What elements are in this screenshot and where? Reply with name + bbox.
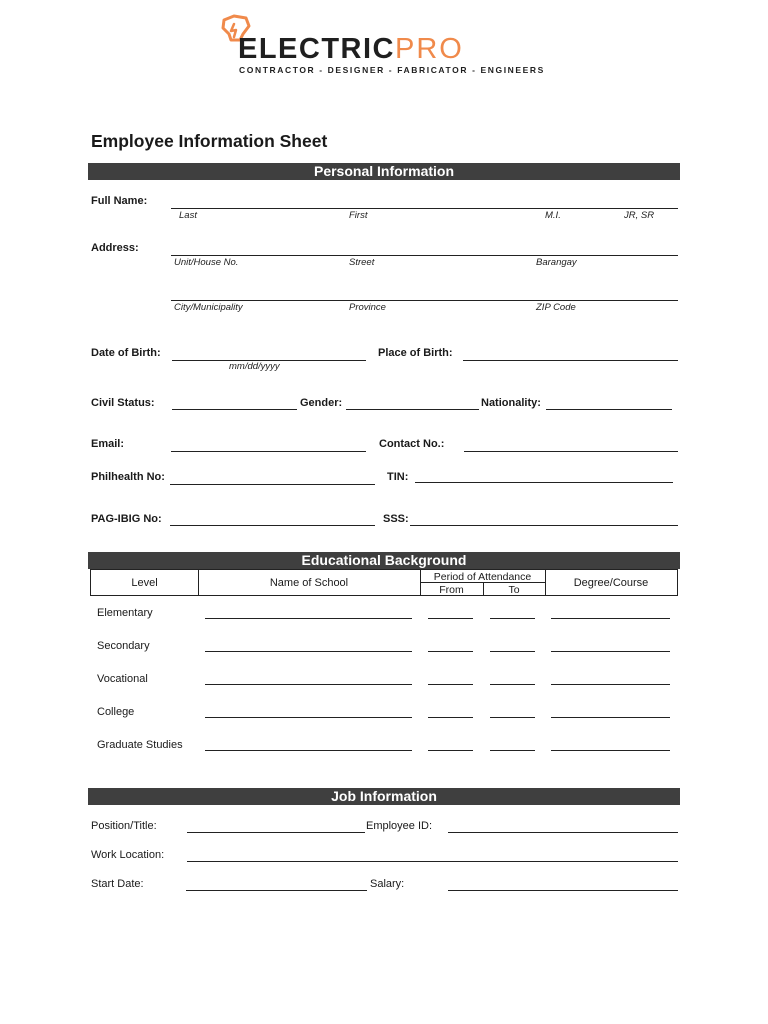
company-logo — [214, 12, 606, 75]
nationality-field[interactable] — [546, 409, 672, 410]
start-date-field[interactable] — [186, 890, 367, 891]
contact-label: Contact No.: — [379, 438, 445, 450]
dob-hint: mm/dd/yyyy — [229, 361, 280, 372]
edu-school-field[interactable] — [205, 651, 412, 652]
name-part-first: First — [349, 210, 368, 221]
edu-from-field[interactable] — [428, 717, 473, 718]
address-line-1-field[interactable] — [171, 255, 678, 256]
edu-degree-field[interactable] — [551, 651, 670, 652]
pagibig-field[interactable] — [170, 525, 375, 526]
pob-label: Place of Birth: — [378, 347, 453, 359]
edu-level-secondary: Secondary — [97, 640, 150, 652]
section-header-job: Job Information — [88, 788, 680, 805]
gender-field[interactable] — [346, 409, 479, 410]
sss-label: SSS: — [383, 513, 409, 525]
section-header-education: Educational Background — [88, 552, 680, 569]
position-field[interactable] — [187, 832, 365, 833]
logo-tagline: CONTRACTOR - DESIGNER - FABRICATOR - ENGINEERS — [239, 65, 545, 75]
edu-degree-field[interactable] — [551, 618, 670, 619]
name-part-last: Last — [179, 210, 197, 221]
email-label: Email: — [91, 438, 125, 450]
section-header-personal: Personal Information — [88, 163, 680, 180]
salary-label: Salary: — [370, 878, 405, 890]
edu-from-field[interactable] — [428, 684, 473, 685]
name-part-mi: M.I. — [545, 210, 561, 221]
edu-school-field[interactable] — [205, 618, 412, 619]
edu-school-field[interactable] — [205, 684, 412, 685]
address-city-hint: City/Municipality — [174, 302, 243, 313]
address-province-hint: Province — [349, 302, 386, 313]
edu-degree-field[interactable] — [551, 750, 670, 751]
address-street-hint: Street — [349, 257, 375, 268]
employee-id-field[interactable] — [448, 832, 678, 833]
header-level: Level — [131, 576, 158, 589]
edu-to-field[interactable] — [490, 651, 535, 652]
philhealth-label: Philhealth No: — [91, 471, 165, 483]
edu-from-field[interactable] — [428, 651, 473, 652]
work-location-label: Work Location: — [91, 849, 165, 861]
dob-label: Date of Birth: — [91, 347, 161, 359]
edu-level-college: College — [97, 706, 135, 718]
logo-wordmark: ELECTRICPRO — [238, 33, 464, 65]
edu-school-field[interactable] — [205, 750, 412, 751]
edu-level-elementary: Elementary — [97, 607, 153, 619]
edu-to-field[interactable] — [490, 750, 535, 751]
edu-to-field[interactable] — [490, 717, 535, 718]
edu-level-graduate: Graduate Studies — [97, 739, 183, 751]
philhealth-field[interactable] — [170, 484, 375, 485]
nationality-label: Nationality: — [481, 397, 541, 409]
header-period: Period of Attendance — [433, 570, 532, 583]
start-date-label: Start Date: — [91, 878, 144, 890]
edu-school-field[interactable] — [205, 717, 412, 718]
address-label: Address: — [91, 242, 139, 254]
edu-to-field[interactable] — [490, 684, 535, 685]
edu-from-field[interactable] — [428, 618, 473, 619]
edu-degree-field[interactable] — [551, 684, 670, 685]
employee-id-label: Employee ID: — [366, 820, 433, 832]
tin-label: TIN: — [387, 471, 409, 483]
salary-field[interactable] — [448, 890, 678, 891]
position-label: Position/Title: — [91, 820, 157, 832]
header-to: To — [508, 583, 520, 596]
civil-status-field[interactable] — [172, 409, 297, 410]
edu-to-field[interactable] — [490, 618, 535, 619]
header-school: Name of School — [269, 576, 349, 589]
work-location-field[interactable] — [187, 861, 678, 862]
full-name-label: Full Name: — [91, 195, 148, 207]
address-barangay-hint: Barangay — [536, 257, 577, 268]
edu-from-field[interactable] — [428, 750, 473, 751]
name-part-suffix: JR, SR — [624, 210, 655, 221]
pob-field[interactable] — [463, 360, 678, 361]
gender-label: Gender: — [300, 397, 343, 409]
header-degree: Degree/Course — [573, 576, 649, 589]
address-zip-hint: ZIP Code — [536, 302, 576, 313]
pagibig-label: PAG-IBIG No: — [91, 513, 162, 525]
tin-field[interactable] — [415, 482, 673, 483]
email-field[interactable] — [171, 451, 366, 452]
civil-status-label: Civil Status: — [91, 397, 155, 409]
header-from: From — [439, 583, 464, 596]
sss-field[interactable] — [410, 525, 678, 526]
contact-field[interactable] — [464, 451, 678, 452]
page-title: Employee Information Sheet — [91, 131, 328, 151]
edu-degree-field[interactable] — [551, 717, 670, 718]
full-name-field[interactable] — [171, 208, 678, 209]
address-line-2-field[interactable] — [171, 300, 678, 301]
edu-level-vocational: Vocational — [97, 673, 148, 685]
address-unit-hint: Unit/House No. — [174, 257, 239, 268]
education-table-header — [90, 569, 678, 596]
